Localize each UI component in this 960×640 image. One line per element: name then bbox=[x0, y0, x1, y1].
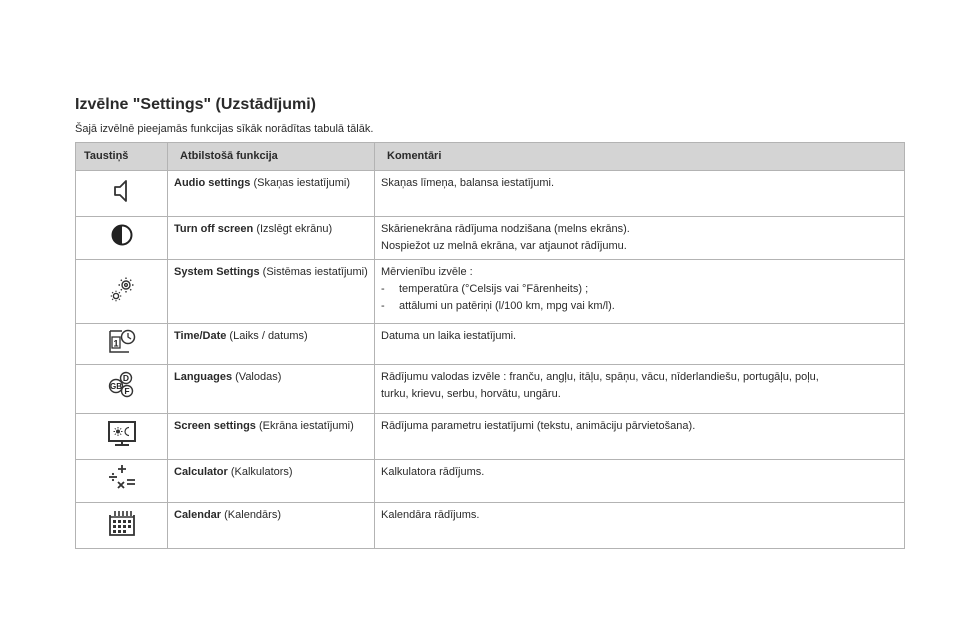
lang-label-f: F bbox=[123, 386, 130, 397]
table-row bbox=[76, 503, 905, 549]
key-cell bbox=[76, 365, 168, 414]
function-translation: (Kalendārs) bbox=[221, 509, 281, 521]
function-translation: (Skaņas iestatījumi) bbox=[250, 177, 351, 189]
comment-text: Nospiežot uz melnā ekrāna, var atjaunot rādījumu. bbox=[381, 240, 627, 252]
function-cell bbox=[168, 260, 375, 324]
table-row bbox=[76, 365, 905, 414]
function-cell bbox=[168, 460, 375, 503]
comment-cell bbox=[375, 171, 905, 217]
function-translation: (Ekrāna iestatījumi) bbox=[255, 420, 354, 432]
comment-cell bbox=[375, 324, 905, 365]
page-title: Izvēlne "Settings" (Uzstādījumi) bbox=[75, 96, 316, 113]
calendar-day-label: 1 bbox=[112, 338, 119, 349]
key-cell bbox=[76, 171, 168, 217]
comment-text: Rādījumu valodas izvēle : franču, angļu, itāļu, spāņu, vācu, nīderlandiešu, portugāļu, poļu, bbox=[381, 371, 819, 383]
function-translation: (Laiks / datums) bbox=[226, 330, 308, 342]
function-name: Screen settings bbox=[174, 420, 256, 432]
page-intro: Šajā izvēlnē pieejamās funkcijas sīkāk norādītas tabulā tālāk. bbox=[75, 123, 374, 135]
function-name: Languages bbox=[174, 371, 233, 383]
comment-text: Mērvienību izvēle : bbox=[381, 266, 473, 278]
header-comments: Komentāri bbox=[375, 143, 905, 171]
function-name: Calculator bbox=[174, 466, 228, 478]
screen-brightness-icon bbox=[105, 417, 139, 451]
comment-cell bbox=[375, 414, 905, 460]
function-cell bbox=[168, 217, 375, 260]
function-translation: (Valodas) bbox=[232, 371, 282, 383]
function-translation: (Kalkulators) bbox=[227, 466, 293, 478]
calendar-icon bbox=[105, 506, 139, 540]
lang-label-gb: GB bbox=[109, 382, 122, 391]
table-row bbox=[76, 171, 905, 217]
function-name: Audio settings bbox=[174, 177, 251, 189]
gears-icon bbox=[105, 272, 139, 306]
function-translation: (Izslēgt ekrānu) bbox=[253, 223, 333, 235]
comment-text: Skārienekrāna rādījuma nodzišana (melns ekrāns). bbox=[381, 223, 630, 235]
comment-text: Rādījuma parametru iestatījumi (tekstu, animāciju pārvietošana). bbox=[381, 420, 696, 432]
comment-text: Kalkulatora rādījums. bbox=[381, 466, 485, 478]
comment-cell bbox=[375, 460, 905, 503]
bullet-item: - temperatūra (°Celsijs vai °Fārenheits) ; bbox=[381, 281, 898, 298]
comment-cell bbox=[375, 503, 905, 549]
comment-text: turku, krievu, serbu, horvātu, ungāru. bbox=[381, 388, 561, 400]
half-moon-icon bbox=[105, 218, 139, 252]
settings-table bbox=[75, 142, 905, 549]
language-bubbles-icon bbox=[105, 369, 139, 403]
table-header-row bbox=[76, 143, 905, 171]
key-cell bbox=[76, 260, 168, 324]
function-name: Calendar bbox=[174, 509, 222, 521]
calendar-clock-icon bbox=[105, 324, 139, 358]
table-row bbox=[76, 460, 905, 503]
key-cell bbox=[76, 324, 168, 365]
key-cell bbox=[76, 460, 168, 503]
function-translation: (Sistēmas iestatījumi) bbox=[259, 266, 368, 278]
comment-text: Datuma un laika iestatījumi. bbox=[381, 330, 517, 342]
function-cell bbox=[168, 171, 375, 217]
table-row bbox=[76, 324, 905, 365]
comment-cell bbox=[375, 260, 905, 324]
lang-label-d: D bbox=[122, 373, 129, 384]
function-name: Time/Date bbox=[174, 330, 227, 342]
comment-text: Skaņas līmeņa, balansa iestatījumi. bbox=[381, 177, 555, 189]
function-name: Turn off screen bbox=[174, 223, 254, 235]
key-cell bbox=[76, 414, 168, 460]
comment-cell bbox=[375, 217, 905, 260]
table-row bbox=[76, 217, 905, 260]
comment-cell bbox=[375, 365, 905, 414]
table-row bbox=[76, 260, 905, 324]
key-cell bbox=[76, 217, 168, 260]
function-cell bbox=[168, 365, 375, 414]
header-function: Atbilstošā funkcija bbox=[168, 143, 375, 171]
header-key: Taustiņš bbox=[76, 143, 168, 171]
function-cell bbox=[168, 414, 375, 460]
key-cell bbox=[76, 503, 168, 549]
speaker-icon bbox=[105, 174, 139, 208]
function-cell bbox=[168, 503, 375, 549]
comment-text: Kalendāra rādījums. bbox=[381, 509, 480, 521]
calculator-icon bbox=[105, 461, 139, 495]
table-row bbox=[76, 414, 905, 460]
function-name: System Settings bbox=[174, 266, 260, 278]
function-cell bbox=[168, 324, 375, 365]
bullet-item: - attālumi un patēriņi (l/100 km, mpg vai km/l). bbox=[381, 298, 898, 315]
